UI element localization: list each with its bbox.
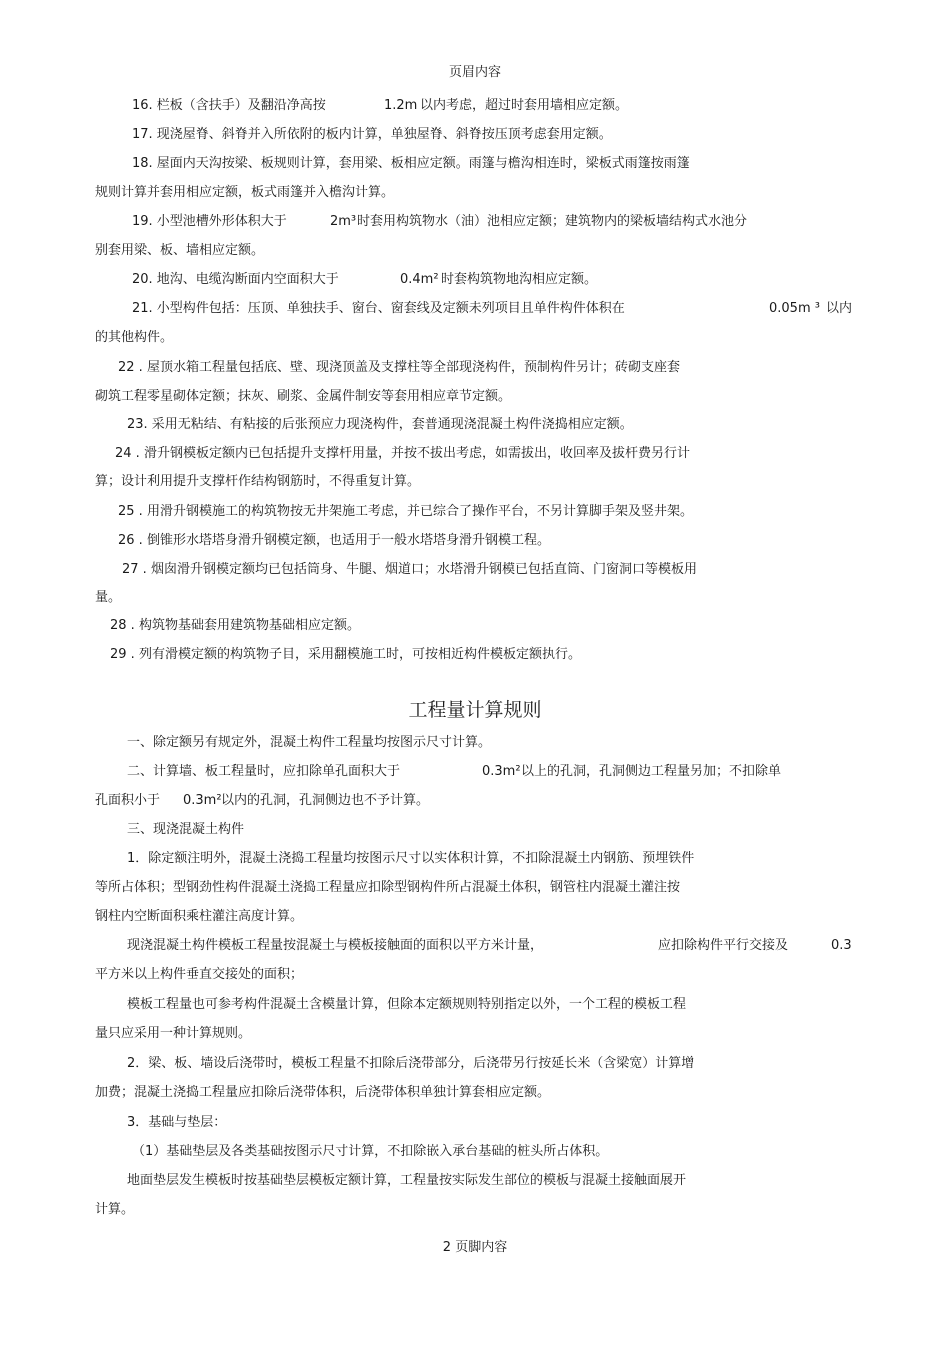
text-segment: 以内考虑，超过时套用墙相应定额。	[420, 98, 629, 113]
text-line	[0, 848, 950, 870]
text-line	[0, 732, 950, 754]
text-segment: 加费；混凝土浇捣工程量应扣除后浇带体积，后浇带体积单独计算套相应定额。	[95, 1085, 551, 1100]
text-segment: 量只应采用一种计算规则。	[95, 1026, 252, 1041]
text-segment: 以内	[826, 301, 853, 316]
text-segment: 时套构筑物地沟相应定额。	[441, 272, 598, 287]
text-line	[0, 587, 950, 609]
text-segment: （1）基础垫层及各类基础按图示尺寸计算，不扣除嵌入承台基础的桩头所占体积。	[132, 1144, 609, 1159]
text-segment: 2m³	[330, 214, 357, 229]
text-segment: 25 . 用滑升钢模施工的构筑物按无井架施工考虑，并已综合了操作平台，不另计算脚手架及竖井架。	[118, 504, 693, 519]
page-header: 页眉内容	[448, 65, 501, 80]
text-line	[0, 153, 950, 175]
text-line	[0, 906, 950, 928]
text-line	[0, 298, 950, 320]
text-segment: 1.2m	[384, 98, 418, 113]
text-line	[0, 95, 950, 117]
text-segment: 22 . 屋顶水箱工程量包括底、壁、现浇顶盖及支撑柱等全部现浇构件，预制构件另计；砖砌支座套	[118, 360, 680, 375]
text-segment: 平方米以上构件垂直交接处的面积；	[95, 967, 304, 982]
text-line	[0, 1170, 950, 1192]
text-line	[0, 211, 950, 233]
text-line	[0, 182, 950, 204]
text-segment: 21. 小型构件包括：压顶、单独扶手、窗台、窗套线及定额未列项目且单件构件体积在	[132, 301, 625, 316]
text-line	[0, 935, 950, 957]
text-line	[0, 269, 950, 291]
text-segment: 地面垫层发生模板时按基础垫层模板定额计算，工程量按实际发生部位的模板与混凝土接触面展开	[127, 1173, 687, 1188]
text-segment: 钢柱内空断面积乘柱灌注高度计算。	[95, 909, 304, 924]
text-line	[0, 327, 950, 349]
text-line	[0, 1023, 950, 1045]
text-segment: 0.05m ³	[769, 301, 820, 316]
text-line	[0, 240, 950, 262]
text-segment: 2．梁、板、墙设后浇带时，模板工程量不扣除后浇带部分，后浇带另行按延长米（含梁宽）计算增	[127, 1056, 695, 1071]
text-segment: 18. 屋面内天沟按梁、板规则计算，套用梁、板相应定额。雨篷与檐沟相连时，梁板式雨篷按雨篷	[132, 156, 690, 171]
text-line	[0, 1053, 950, 1075]
text-line	[0, 819, 950, 841]
text-segment: 24 . 滑升钢模板定额内已包括提升支撑杆用量，并按不拔出考虑，如需拔出，收回率及拔杆费另行计	[115, 446, 690, 461]
text-segment: 19. 小型池槽外形体积大于	[132, 214, 287, 229]
text-segment: 应扣除构件平行交接及	[658, 938, 789, 953]
text-line	[0, 964, 950, 986]
text-segment: 0.3	[831, 938, 852, 953]
text-line	[0, 790, 950, 812]
text-line	[0, 501, 950, 523]
text-line	[0, 559, 950, 581]
text-segment: 以上的孔洞，孔洞侧边工程量另加；不扣除单	[521, 764, 782, 779]
text-segment: 29 . 列有滑模定额的构筑物子目，采用翻模施工时，可按相近构件模板定额执行。	[110, 647, 581, 662]
text-segment: 16. 栏板（含扶手）及翻沿净高按	[132, 98, 326, 113]
text-segment: 20. 地沟、电缆沟断面内空面积大于	[132, 272, 339, 287]
text-segment: 27 . 烟囱滑升钢模定额均已包括筒身、牛腿、烟道口；水塔滑升钢模已包括直筒、门窗洞口等模板用	[122, 562, 697, 577]
text-segment: 别套用梁、板、墙相应定额。	[95, 243, 265, 258]
text-line	[0, 530, 950, 552]
text-line	[0, 1199, 950, 1221]
text-segment: 砌筑工程零星砌体定额；抹灰、刷浆、金属件制安等套用相应章节定额。	[95, 389, 512, 404]
text-line	[0, 357, 950, 379]
text-segment: 算；设计利用提升支撑杆作结构钢筋时，不得重复计算。	[95, 474, 421, 489]
text-segment: 二、计算墙、板工程量时，应扣除单孔面积大于	[127, 764, 401, 779]
text-line	[0, 644, 950, 666]
text-segment: 等所占体积；型钢劲性构件混凝土浇捣工程量应扣除型钢构件所占混凝土体积，钢管柱内混凝土灌注按	[95, 880, 681, 895]
text-segment: 量。	[95, 590, 122, 605]
text-segment: 23. 采用无粘结、有粘接的后张预应力现浇构件，套普通现浇混凝土构件浇捣相应定额。	[127, 417, 633, 432]
text-line	[0, 1141, 950, 1163]
text-line	[0, 994, 950, 1016]
text-segment: 一、除定额另有规定外，混凝土构件工程量均按图示尺寸计算。	[127, 735, 492, 750]
section-title: 工程量计算规则	[408, 699, 542, 721]
text-segment: 3．基础与垫层：	[127, 1115, 227, 1130]
text-segment: 孔面积小于	[95, 793, 161, 808]
text-line	[0, 1112, 950, 1134]
text-line	[0, 124, 950, 146]
text-segment: 的其他构件。	[95, 330, 174, 345]
page-footer: 2 页脚内容	[442, 1240, 508, 1255]
text-segment: 三、现浇混凝土构件	[127, 822, 245, 837]
text-line	[0, 443, 950, 465]
text-line	[0, 877, 950, 899]
text-segment: 0.3m²	[482, 764, 521, 779]
text-line	[0, 386, 950, 408]
text-line	[0, 471, 950, 493]
text-segment: 1．除定额注明外，混凝土浇捣工程量均按图示尺寸以实体积计算，不扣除混凝土内钢筋、预埋铁件	[127, 851, 695, 866]
text-segment: 现浇混凝土构件模板工程量按混凝土与模板接触面的面积以平方米计量，	[127, 938, 544, 953]
text-segment: 26 . 倒锥形水塔塔身滑升钢模定额，也适用于一般水塔塔身滑升钢模工程。	[118, 533, 550, 548]
text-line	[0, 615, 950, 637]
text-line	[0, 761, 950, 783]
text-line	[0, 1082, 950, 1104]
text-segment: 17. 现浇屋脊、斜脊并入所依附的板内计算，单独屋脊、斜脊按压顶考虑套用定额。	[132, 127, 612, 142]
text-segment: 0.3m²	[183, 793, 222, 808]
text-segment: 计算。	[95, 1202, 135, 1217]
text-segment: 模板工程量也可参考构件混凝土含模量计算，但除本定额规则特别指定以外，一个工程的模板工程	[127, 997, 687, 1012]
text-segment: 规则计算并套用相应定额，板式雨篷并入檐沟计算。	[95, 185, 395, 200]
text-segment: 0.4m²	[400, 272, 439, 287]
text-segment: 28 . 构筑物基础套用建筑物基础相应定额。	[110, 618, 360, 633]
text-line	[0, 414, 950, 436]
text-segment: 以内的孔洞，孔洞侧边也不予计算。	[221, 793, 430, 808]
text-segment: 时套用构筑物水（油）池相应定额；建筑物内的梁板墙结构式水池分	[357, 214, 748, 229]
